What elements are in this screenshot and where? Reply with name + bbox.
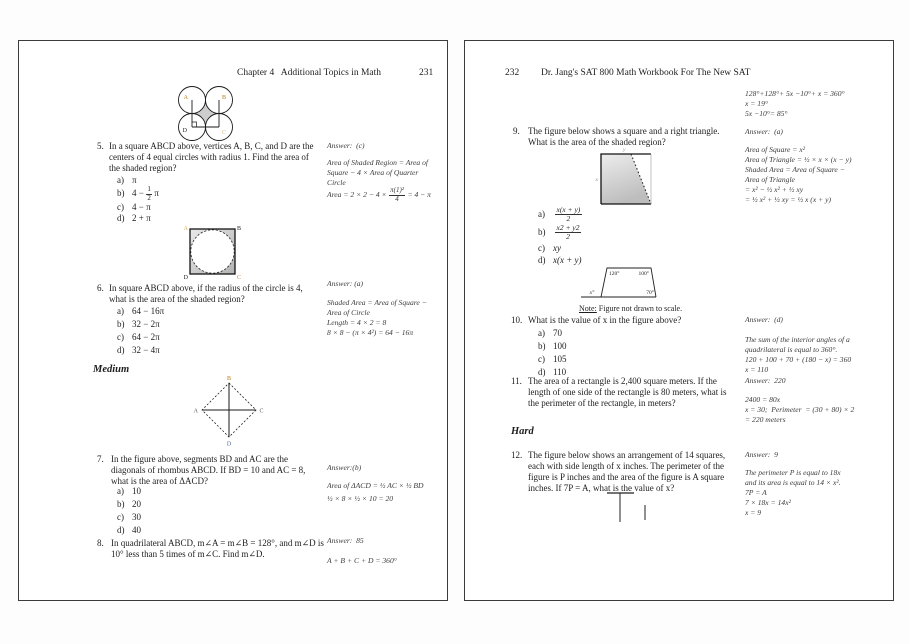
question-line: each with side length of x inches. The perimeter of the: [528, 461, 725, 471]
option-value: 70: [553, 328, 562, 338]
answer-label: Answer: 220: [745, 376, 786, 385]
option-label: b): [538, 341, 546, 351]
square-triangle-figure: [593, 145, 657, 207]
solution-line: x = 19°: [745, 99, 768, 108]
square-inscribed-circle-figure: [183, 225, 243, 282]
option-label: d): [538, 255, 546, 265]
option-value: xy: [553, 243, 561, 253]
option-value: 2 + π: [132, 213, 151, 223]
question-line: What is the value of x in the figure above?: [528, 315, 682, 325]
option-row: [538, 206, 584, 224]
answer-label: Answer: 9: [745, 450, 778, 459]
vertex-label-c: C: [222, 130, 227, 136]
option-label: b): [117, 187, 125, 198]
vertex-label-c: C: [259, 408, 264, 415]
question-line: diagonals of rhombus ABCD. If BD = 10 and AC = 8,: [111, 465, 306, 475]
option-label: d): [117, 345, 125, 355]
question-line: In quadrilateral ABCD, m∠A = m∠B = 128°, and m∠D is: [111, 538, 324, 548]
fraction: [555, 206, 582, 224]
solution-line: Shaded Area = Area of Square −: [745, 165, 845, 174]
question-number: 5.: [97, 141, 104, 151]
vertex-label-b: B: [237, 226, 242, 232]
option-row: [117, 525, 141, 535]
fraction-denominator: 2: [566, 232, 570, 242]
question-line: the shaded region?: [109, 163, 177, 173]
option-row: [538, 341, 567, 351]
vertex-label-a: A: [183, 95, 188, 101]
question-number: 6.: [97, 283, 104, 293]
answer-label: Answer: (a): [745, 127, 783, 136]
right-page: [464, 40, 894, 601]
vertex-label-d: D: [183, 275, 188, 281]
option-label: a): [117, 306, 124, 316]
solution-line: Square − 4 × Area of Quarter: [327, 168, 419, 177]
fraction: [555, 224, 581, 242]
page-header-title: Dr. Jang's SAT 800 Math Workbook For The New SAT: [541, 68, 751, 78]
solution-line: Area of Shaded Region = Area of: [327, 158, 429, 167]
question-line: what is the area of ΔACD?: [111, 476, 209, 486]
option-row: [117, 345, 160, 355]
question-line: figure is P inches and the area of the figure is A square: [528, 472, 725, 482]
fraction-denominator: 4: [395, 194, 399, 203]
fraction-numerator: x2 + y2: [556, 223, 580, 232]
difficulty-heading-medium: Medium: [93, 364, 130, 375]
solution-line: 120 + 100 + 70 + (180 − x) = 360: [745, 355, 852, 364]
vertex-label-d: D: [182, 128, 187, 134]
fraction: [389, 187, 406, 203]
question-line: The figure below shows a square and a right triangle.: [528, 126, 720, 136]
answer-label: Answer: (a): [327, 279, 364, 288]
option-value: 64 − 16π: [132, 306, 165, 316]
angle-label-x: x°: [589, 290, 595, 296]
solution-line: x = 9: [745, 508, 762, 517]
question-line: length of one side of the rectangle is 80 meters, what is: [528, 387, 727, 397]
question-line: inches. If 7P = A, what is the value of x?: [528, 483, 675, 493]
option-row: [538, 243, 561, 253]
angle-label-70: 70°: [646, 290, 654, 296]
four-circles-figure: [175, 85, 237, 143]
option-row: [538, 224, 583, 242]
option-row: [117, 319, 160, 329]
solution-line: Shaded Area = Area of Square −: [327, 298, 427, 307]
option-value-suffix: π: [154, 187, 159, 198]
solution-line: Area of Square = x²: [745, 145, 805, 154]
option-row: [117, 186, 159, 202]
solution-line: Length = 4 × 2 = 8: [327, 318, 387, 327]
solution-line: 128°+128°+ 5x −10°+ x = 360°: [745, 89, 845, 98]
option-row: [117, 306, 164, 316]
vertex-label-a: A: [193, 408, 198, 415]
vertex-label-b: B: [226, 376, 232, 382]
solution-line: ½ × 8 × ½ × 10 = 20: [327, 494, 394, 503]
solution-line: and its area is equal to 14 × x².: [745, 478, 841, 487]
option-row: [117, 202, 151, 212]
option-label: a): [538, 209, 545, 220]
question-line: The figure below shows an arrangement of 14 squares,: [528, 450, 726, 460]
option-value: 32 − 4π: [132, 345, 160, 355]
fraction-numerator: 1: [147, 185, 151, 193]
solution-line: quadrilateral is equal to 360°.: [745, 345, 838, 354]
option-value: 100: [553, 341, 567, 351]
note-text: Figure not drawn to scale.: [596, 304, 683, 313]
fraction-numerator: x(x + y): [556, 205, 581, 214]
option-label: b): [117, 319, 125, 329]
option-label: a): [538, 328, 545, 338]
question-line: What is the area of the shaded region?: [528, 137, 666, 147]
solution-line: x = 30; Perimeter = (30 + 80) × 2: [745, 405, 855, 414]
option-label: d): [538, 367, 546, 377]
trapezoid-figure: [577, 260, 665, 304]
vertex-label-d: D: [226, 441, 232, 448]
fraction-denominator: 2: [566, 214, 571, 224]
answer-label: Answer: 85: [327, 536, 364, 545]
page-number: 231: [419, 68, 434, 78]
question-number: 8.: [97, 538, 104, 548]
solution-line: = 220 meters: [745, 415, 786, 424]
difficulty-heading-hard: Hard: [511, 426, 534, 437]
option-row: [117, 175, 137, 185]
angle-label-120: 120°: [609, 271, 620, 277]
option-value: 64 − 2π: [132, 332, 160, 342]
question-number: 10.: [511, 315, 523, 325]
answer-label: Answer: (d): [745, 315, 783, 324]
option-row: [117, 499, 141, 509]
option-row: [538, 255, 582, 265]
option-row: [117, 512, 141, 522]
answer-label: Answer: (c): [327, 141, 365, 150]
question-line: centers of 4 equal circles with radius 1. Find the area of: [109, 152, 309, 162]
option-value: x(x + y): [553, 255, 582, 265]
solution-line: = x² − ½ x² + ½ xy: [745, 185, 804, 194]
page-header-title: Chapter 4 Additional Topics in Math: [237, 68, 382, 78]
vertex-label-b: B: [222, 95, 227, 101]
option-value: 20: [132, 499, 141, 509]
note-label: Note:: [579, 304, 597, 313]
solution-line: Area of Circle: [327, 308, 370, 317]
question-line: what is the area of the shaded region?: [109, 294, 245, 304]
option-label: c): [117, 332, 124, 342]
length-label-x: x: [595, 177, 598, 183]
option-label: c): [538, 243, 545, 253]
option-label: c): [538, 354, 545, 364]
question-line: In square ABCD above, if the radius of the circle is 4,: [109, 283, 303, 293]
option-value-prefix: 4 −: [132, 187, 144, 198]
fraction-denominator: 2: [147, 193, 151, 202]
option-value: 110: [553, 367, 567, 377]
option-row: [538, 354, 567, 364]
solution-line: Area of ΔACD = ½ AC × ½ BD: [327, 481, 424, 490]
option-value: 30: [132, 512, 141, 522]
solution-line: Area of Triangle = ½ × x × (x − y): [745, 155, 852, 164]
solution-line: = ½ x² + ½ xy = ½ x (x + y): [745, 195, 832, 204]
question-number: 7.: [97, 454, 104, 464]
solution-line: [327, 187, 431, 203]
solution-line: Area of Triangle: [745, 175, 795, 184]
shaded-trapezoid-region: [601, 154, 651, 204]
vertex-label-a: A: [183, 226, 188, 232]
solution-line: 7 × 18x = 14x²: [745, 498, 791, 507]
option-value: 40: [132, 525, 141, 535]
question-line: the perimeter of the rectangle, in meters?: [528, 398, 676, 408]
figure-note: [579, 303, 682, 314]
option-label: c): [117, 202, 124, 212]
option-label: d): [117, 525, 125, 535]
solution-line: A + B + C + D = 360°: [327, 556, 397, 565]
solution-line: 7P = A: [745, 488, 767, 497]
option-value: 32 − 2π: [132, 319, 160, 329]
option-label: b): [117, 499, 125, 509]
solution-line: x = 110: [745, 365, 769, 374]
question-number: 11.: [511, 376, 522, 386]
question-number: 9.: [513, 126, 520, 136]
option-label: a): [117, 486, 124, 496]
question-line: The area of a rectangle is 2,400 square meters. If the: [528, 376, 717, 386]
option-label: c): [117, 512, 124, 522]
inscribed-circle: [191, 230, 234, 273]
page-number: 232: [505, 68, 520, 78]
option-label: b): [538, 227, 546, 238]
solution-fragment: = 4 − π: [407, 189, 431, 199]
option-value: π: [132, 175, 137, 185]
fraction: [146, 186, 153, 202]
option-row: [117, 332, 160, 342]
angle-label-100: 100°: [638, 271, 649, 277]
question-line: In the figure above, segments BD and AC are the: [111, 454, 288, 464]
option-label: d): [117, 213, 125, 223]
option-label: a): [117, 175, 124, 185]
squares-arrangement-figure: [601, 487, 661, 527]
solution-line: 8 × 8 − (π × 4²) = 64 − 16π: [327, 328, 414, 337]
rhombus-figure: [193, 373, 265, 447]
option-row: [117, 213, 151, 223]
solution-fragment: Area = 2 × 2 − 4 ×: [327, 189, 387, 199]
solution-line: The sum of the interior angles of a: [745, 335, 850, 344]
question-number: 12.: [511, 450, 523, 460]
solution-line: 2400 = 80x: [745, 395, 781, 404]
question-line: In a square ABCD above, vertices A, B, C, and D are the: [109, 141, 314, 151]
option-value: 105: [553, 354, 567, 364]
fraction-numerator: π(1)²: [390, 186, 404, 194]
solution-line: 5x −10°= 85°: [745, 109, 788, 118]
left-page: [18, 40, 448, 601]
option-row: [538, 328, 562, 338]
solution-line: Circle: [327, 178, 346, 187]
option-value: 4 − π: [132, 202, 151, 212]
question-line: 10° less than 5 times of m∠C. Find m∠D.: [111, 549, 265, 559]
solution-line: The perimeter P is equal to 18x: [745, 468, 841, 477]
option-row: [117, 486, 141, 496]
answer-label: Answer:(b): [327, 463, 362, 472]
length-label-y: y: [623, 147, 626, 153]
option-value: 10: [132, 486, 141, 496]
vertex-label-c: C: [237, 275, 242, 281]
